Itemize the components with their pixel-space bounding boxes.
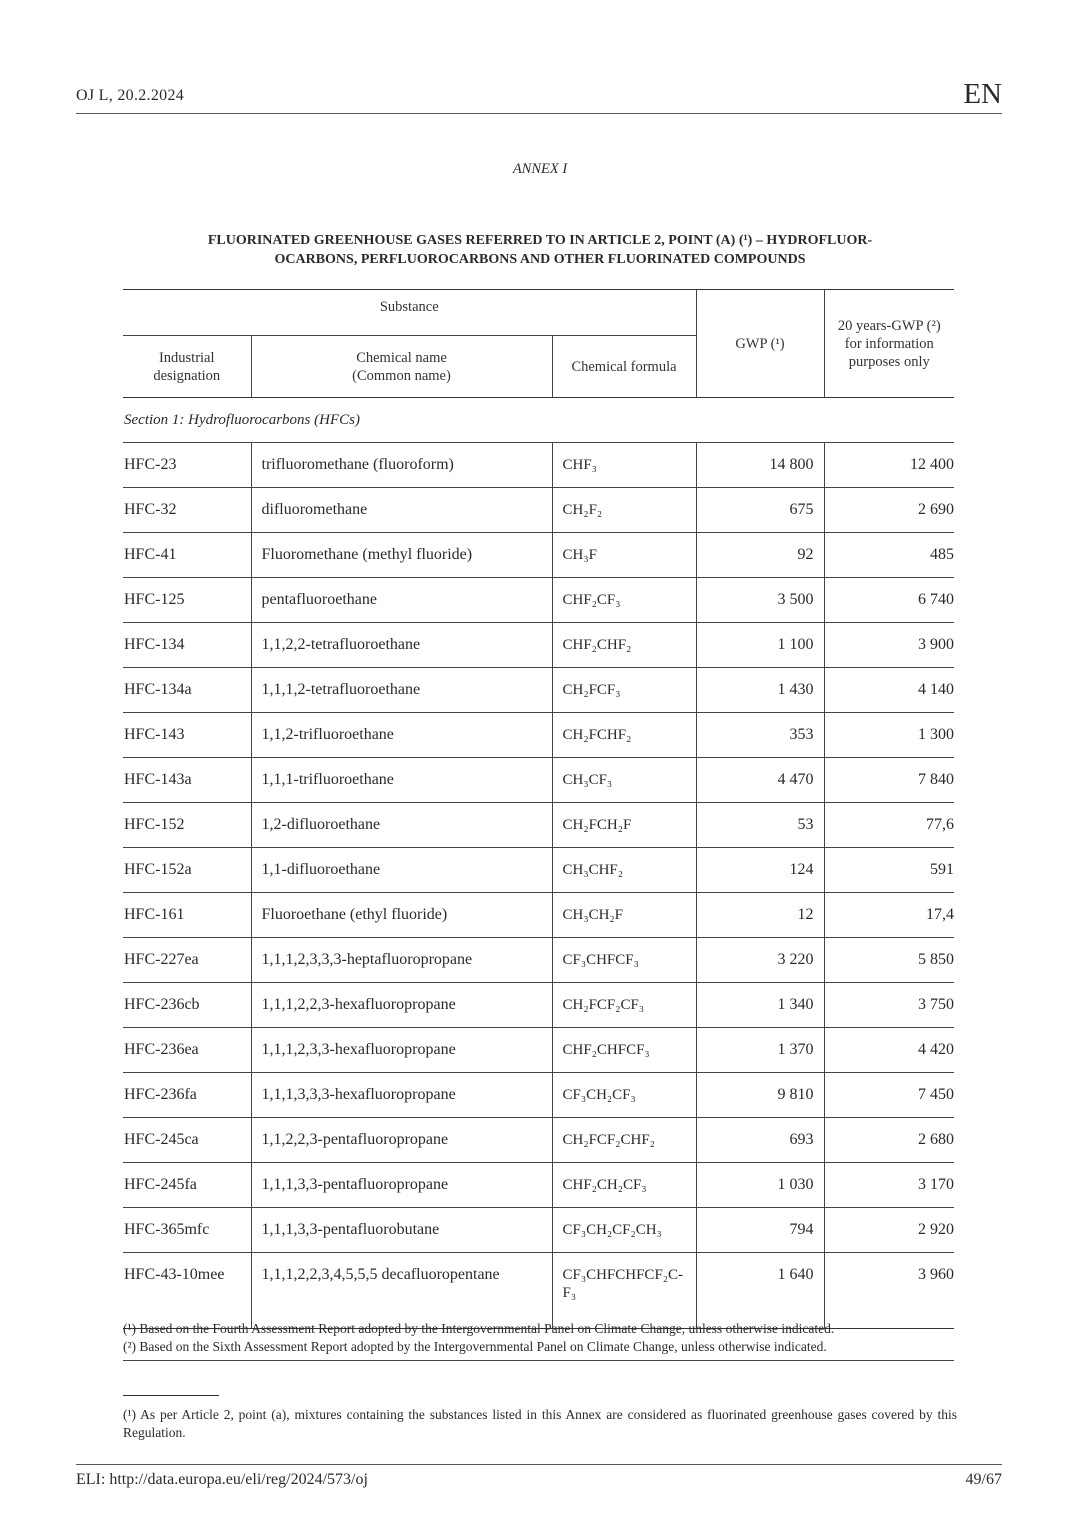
chemical-name-cell: 1,1,1,3,3-pentafluoropropane xyxy=(251,1163,552,1208)
gwp-cell: 9 810 xyxy=(696,1073,824,1118)
chemical-name-header xyxy=(251,336,552,398)
gwp-cell: 1 100 xyxy=(696,623,824,668)
chemical-formula-cell: CF₃CHFCHFCF₂C-F₃ xyxy=(552,1253,696,1329)
gwp-cell: 1 030 xyxy=(696,1163,824,1208)
gwp20-cell: 485 xyxy=(824,533,954,578)
chemical-formula-header: Chemical formula xyxy=(552,336,696,398)
industrial-designation-cell: HFC-245ca xyxy=(123,1118,251,1163)
gwp-cell: 353 xyxy=(696,713,824,758)
gwp20-cell: 77,6 xyxy=(824,803,954,848)
gwp-cell: 92 xyxy=(696,533,824,578)
annex-title-line-1: FLUORINATED GREENHOUSE GASES REFERRED TO IN ARTICLE 2, POINT (A) (¹) – HYDROFLUOR- xyxy=(207,233,873,248)
table-note-1: (¹) Based on the Fourth Assessment Report adopted by the Intergovernmental Panel on Climate Change, unless otherwise indicated. xyxy=(123,1321,835,1336)
section-heading: Section 1: Hydrofluorocarbons (HFCs) xyxy=(123,398,954,443)
journal-reference: OJ L, 20.2.2024 xyxy=(76,87,185,104)
chemical-name-cell: 1,2-difluoroethane xyxy=(251,803,552,848)
chemical-name-cell: 1,1,2,2,3-pentafluoropropane xyxy=(251,1118,552,1163)
industrial-designation-cell: HFC-161 xyxy=(123,893,251,938)
gwp20-header-line-1: 20 years-GWP (²) xyxy=(837,317,941,334)
chemical-name-cell: trifluoromethane (fluoroform) xyxy=(251,443,552,488)
industrial-designation-cell: HFC-236cb xyxy=(123,983,251,1028)
table-row xyxy=(123,443,954,488)
chemical-name-cell: 1,1,2,2-tetrafluoroethane xyxy=(251,623,552,668)
gwp-cell: 3 500 xyxy=(696,578,824,623)
industrial-header-line-2: designation xyxy=(153,367,221,384)
chemical-formula-cell: CH₃F xyxy=(552,533,696,578)
industrial-designation-cell: HFC-236fa xyxy=(123,1073,251,1118)
chemical-formula-cell: CH₃CH₂F xyxy=(552,893,696,938)
industrial-designation-cell: HFC-125 xyxy=(123,578,251,623)
industrial-designation-cell: HFC-32 xyxy=(123,488,251,533)
chemical-name-cell: 1,1,1,3,3,3-hexafluoropropane xyxy=(251,1073,552,1118)
industrial-designation-cell: HFC-365mfc xyxy=(123,1208,251,1253)
substance-group-header: Substance xyxy=(123,290,696,336)
industrial-designation-cell: HFC-43-10mee xyxy=(123,1253,251,1329)
chemical-formula-cell: CHF₂CHF₂ xyxy=(552,623,696,668)
table-row xyxy=(123,1028,954,1073)
gwp-cell: 4 470 xyxy=(696,758,824,803)
table-row xyxy=(123,668,954,713)
chemical-formula-cell: CHF₂CF₃ xyxy=(552,578,696,623)
gwp20-cell: 2 680 xyxy=(824,1118,954,1163)
chemical-formula-cell: CH₂FCF₂CF₃ xyxy=(552,983,696,1028)
table-row xyxy=(123,803,954,848)
table-row xyxy=(123,1208,954,1253)
annex-title xyxy=(150,231,930,269)
chemical-name-cell: 1,1,1-trifluoroethane xyxy=(251,758,552,803)
gwp-cell: 53 xyxy=(696,803,824,848)
gwp-cell: 693 xyxy=(696,1118,824,1163)
chemical-name-cell: Fluoromethane (methyl fluoride) xyxy=(251,533,552,578)
chemical-formula-cell: CH₃CHF₂ xyxy=(552,848,696,893)
footnote-divider xyxy=(123,1395,219,1396)
gwp-cell: 794 xyxy=(696,1208,824,1253)
gwp-cell: 1 340 xyxy=(696,983,824,1028)
chemical-formula-cell: CF₃CHFCF₃ xyxy=(552,938,696,983)
chemical-formula-cell: CF₃CH₂CF₂CH₃ xyxy=(552,1208,696,1253)
chemical-formula-cell: CHF₂CH₂CF₃ xyxy=(552,1163,696,1208)
industrial-header-line-1: Industrial xyxy=(158,349,215,366)
chemical-formula-cell: CH₂FCH₂F xyxy=(552,803,696,848)
gwp-cell: 14 800 xyxy=(696,443,824,488)
industrial-designation-cell: HFC-134 xyxy=(123,623,251,668)
table-note-2: (²) Based on the Sixth Assessment Report adopted by the Intergovernmental Panel on Climate Change, unless otherwise indicated. xyxy=(123,1339,827,1354)
chemical-formula-cell: CH₂FCF₂CHF₂ xyxy=(552,1118,696,1163)
chemical-formula-cell: CH₂FCF₃ xyxy=(552,668,696,713)
gwp-cell: 12 xyxy=(696,893,824,938)
chem-name-header-line-1: Chemical name xyxy=(356,349,447,366)
gwp20-cell: 4 420 xyxy=(824,1028,954,1073)
gwp20-cell: 3 960 xyxy=(824,1253,954,1329)
chemical-formula-cell: CH₂FCHF₂ xyxy=(552,713,696,758)
chem-name-header-line-2: (Common name) xyxy=(352,367,451,384)
gwp20-cell: 591 xyxy=(824,848,954,893)
table-row xyxy=(123,1163,954,1208)
gwp20-header xyxy=(824,290,954,398)
industrial-designation-cell: HFC-143a xyxy=(123,758,251,803)
eli-link[interactable]: ELI: http://data.europa.eu/eli/reg/2024/573/oj xyxy=(76,1471,368,1488)
gwp-cell: 1 370 xyxy=(696,1028,824,1073)
chemical-name-cell: 1,1-difluoroethane xyxy=(251,848,552,893)
footer-divider xyxy=(76,1464,1002,1465)
table-row xyxy=(123,578,954,623)
gwp20-header-line-3: purposes only xyxy=(848,353,930,370)
header-divider xyxy=(76,113,1002,114)
chemical-formula-cell: CH₃CF₃ xyxy=(552,758,696,803)
chemical-name-cell: pentafluoroethane xyxy=(251,578,552,623)
annex-label: ANNEX I xyxy=(512,161,568,177)
table-row xyxy=(123,1073,954,1118)
language-code: EN xyxy=(963,78,1002,110)
gwp20-cell: 3 750 xyxy=(824,983,954,1028)
page-number: 49/67 xyxy=(965,1471,1002,1488)
gwp20-cell: 7 840 xyxy=(824,758,954,803)
gwp20-cell: 1 300 xyxy=(824,713,954,758)
chemical-formula-cell: CH₂F₂ xyxy=(552,488,696,533)
table-row xyxy=(123,983,954,1028)
gwp-cell: 1 640 xyxy=(696,1253,824,1329)
industrial-designation-cell: HFC-23 xyxy=(123,443,251,488)
table-row xyxy=(123,533,954,578)
chemical-formula-cell: CHF₂CHFCF₃ xyxy=(552,1028,696,1073)
gwp20-cell: 4 140 xyxy=(824,668,954,713)
industrial-designation-cell: HFC-152 xyxy=(123,803,251,848)
chemical-name-cell: 1,1,1,2,3,3-hexafluoropropane xyxy=(251,1028,552,1073)
table-row xyxy=(123,893,954,938)
chemical-name-cell: 1,1,1,2,2,3-hexafluoropropane xyxy=(251,983,552,1028)
footnote: (¹) As per Article 2, point (a), mixtures containing the substances listed in this Annex are considered as fluorinated greenhouse gases covered by this Regulation. xyxy=(123,1407,957,1440)
chemical-name-cell: 1,1,1,3,3-pentafluorobutane xyxy=(251,1208,552,1253)
gwp20-cell: 17,4 xyxy=(824,893,954,938)
gwp-cell: 124 xyxy=(696,848,824,893)
industrial-designation-cell: HFC-41 xyxy=(123,533,251,578)
table-row xyxy=(123,488,954,533)
gwp-cell: 1 430 xyxy=(696,668,824,713)
gwp20-header-line-2: for information xyxy=(844,335,934,352)
gwp-cell: 3 220 xyxy=(696,938,824,983)
industrial-designation-cell: HFC-227ea xyxy=(123,938,251,983)
annex-title-line-2: OCARBONS, PERFLUOROCARBONS AND OTHER FLUORINATED COMPOUNDS xyxy=(274,252,806,267)
table-row xyxy=(123,1253,954,1329)
chemical-name-cell: 1,1,2-trifluoroethane xyxy=(251,713,552,758)
industrial-designation-cell: HFC-245fa xyxy=(123,1163,251,1208)
gwp20-cell: 7 450 xyxy=(824,1073,954,1118)
table-row xyxy=(123,623,954,668)
chemical-name-cell: 1,1,1,2,2,3,4,5,5,5 decafluoropentane xyxy=(251,1253,552,1329)
fluorinated-gases-table xyxy=(123,289,954,1329)
gwp20-cell: 3 170 xyxy=(824,1163,954,1208)
chemical-formula-cell: CHF₃ xyxy=(552,443,696,488)
table-row xyxy=(123,1118,954,1163)
chemical-name-cell: 1,1,1,2,3,3,3-heptafluoropropane xyxy=(251,938,552,983)
gwp20-cell: 2 690 xyxy=(824,488,954,533)
table-notes xyxy=(123,1320,954,1361)
table-row xyxy=(123,713,954,758)
table-row xyxy=(123,758,954,803)
industrial-designation-cell: HFC-134a xyxy=(123,668,251,713)
gwp20-cell: 6 740 xyxy=(824,578,954,623)
table-row xyxy=(123,938,954,983)
chemical-name-cell: Fluoroethane (ethyl fluoride) xyxy=(251,893,552,938)
chemical-name-cell: difluoromethane xyxy=(251,488,552,533)
gwp20-cell: 5 850 xyxy=(824,938,954,983)
industrial-designation-cell: HFC-152a xyxy=(123,848,251,893)
gwp20-cell: 12 400 xyxy=(824,443,954,488)
industrial-designation-cell: HFC-236ea xyxy=(123,1028,251,1073)
gwp20-cell: 2 920 xyxy=(824,1208,954,1253)
industrial-designation-cell: HFC-143 xyxy=(123,713,251,758)
gwp20-cell: 3 900 xyxy=(824,623,954,668)
gwp-header: GWP (¹) xyxy=(696,290,824,398)
table-row xyxy=(123,848,954,893)
industrial-designation-header xyxy=(123,336,251,398)
chemical-name-cell: 1,1,1,2-tetrafluoroethane xyxy=(251,668,552,713)
chemical-formula-cell: CF₃CH₂CF₃ xyxy=(552,1073,696,1118)
gwp-cell: 675 xyxy=(696,488,824,533)
